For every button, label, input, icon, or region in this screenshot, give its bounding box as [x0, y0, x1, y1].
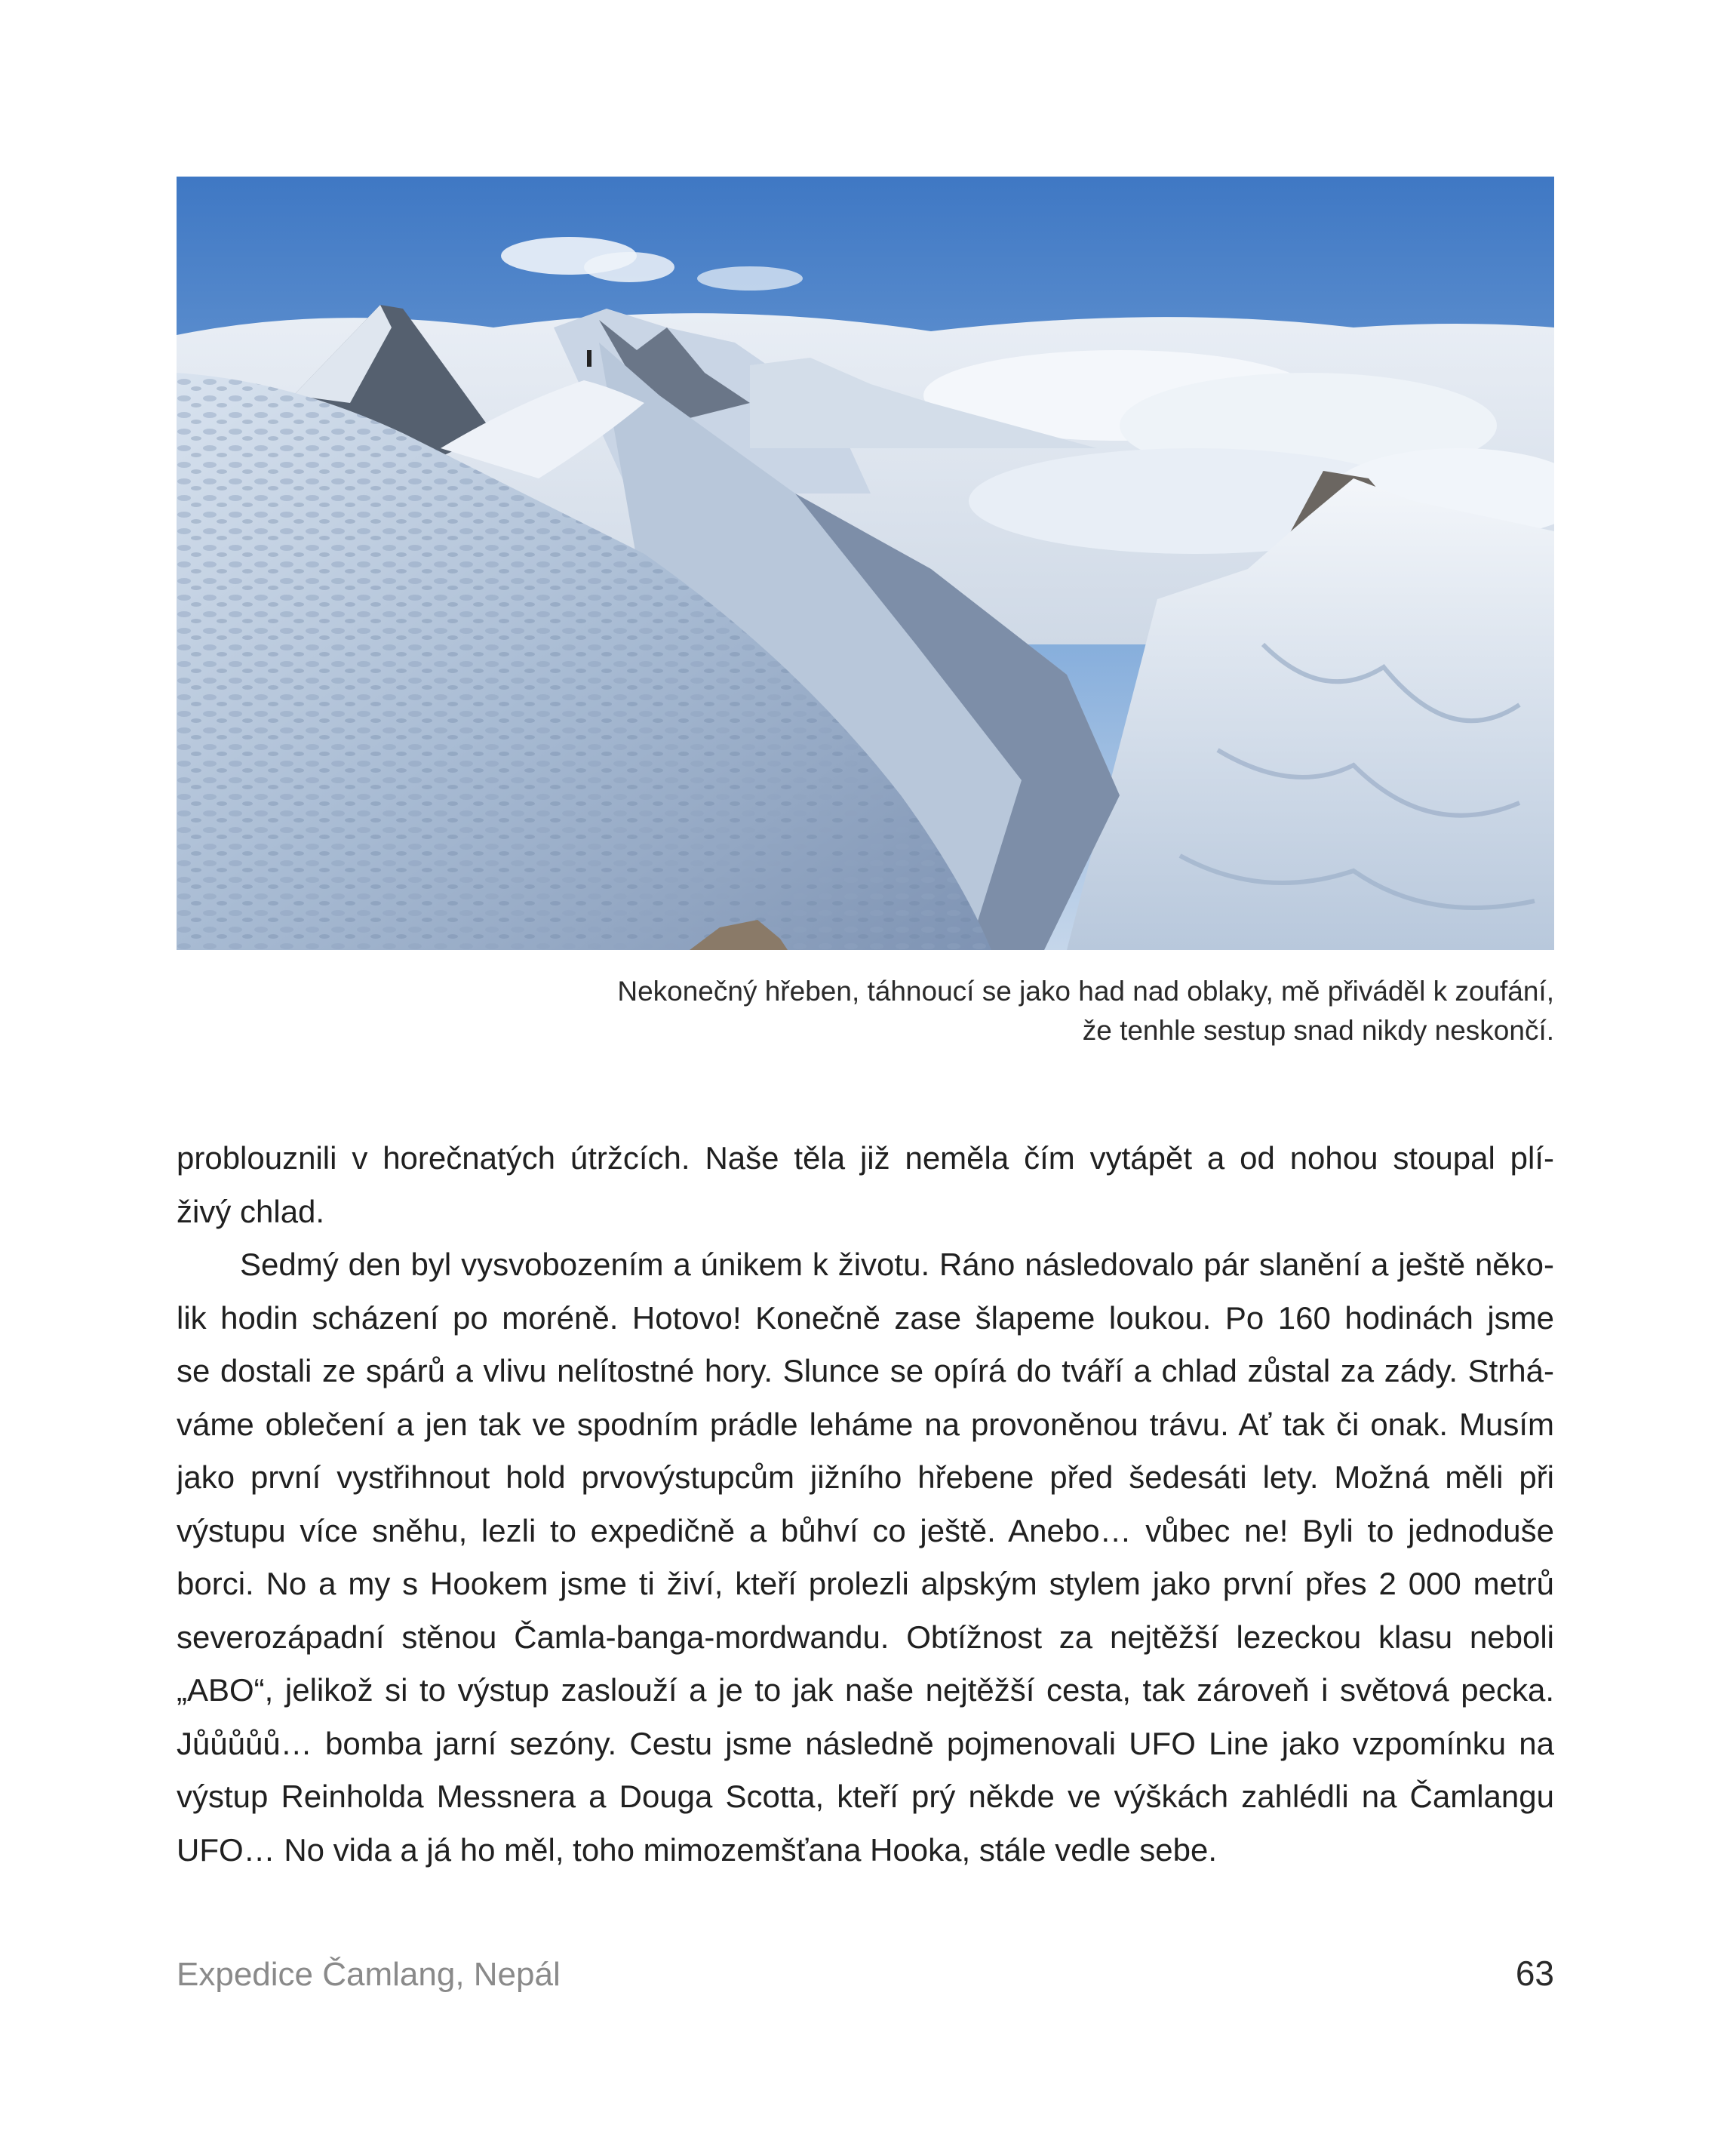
mountain-photo-illustration — [177, 177, 1554, 950]
body-line: severozápadní stěnou Čamla-banga-mordwandu. Obtížnost za nejtěžší lezeckou klasu neboli — [177, 1619, 1554, 1655]
body-line: Sedmý den byl vysvobozením a únikem k životu. Ráno následovalo pár slanění a ještě něko- — [240, 1247, 1554, 1282]
page-number: 63 — [1515, 1954, 1554, 1993]
body-line: UFO… No vida a já ho měl, toho mimozemšťana Hooka, stále vedle sebe. — [177, 1831, 1218, 1868]
photo-caption — [347, 972, 1554, 1050]
body-line: „ABO“, jelikož si to výstup zaslouží a je to jak naše nejtěžší cesta, tak zároveň i světová pecka. — [177, 1672, 1554, 1708]
body-text — [177, 1132, 1554, 1877]
mountain-photo — [177, 177, 1554, 950]
body-line: výstupu více sněhu, lezli to expedičně a bůhví co ještě. Anebo… vůbec ne! Byli to jednoduše — [177, 1512, 1554, 1548]
body-line: problouznili v horečnatých útržcích. Naše těla již neměla čím vytápět a od nohou stoupal plí- — [177, 1140, 1554, 1176]
body-line: se dostali ze spárů a vlivu nelítostné hory. Slunce se opírá do tváří a chlad zůstal za zády. Strhá- — [177, 1353, 1554, 1388]
body-line: Jůůůůů… bomba jarní sezóny. Cestu jsme následně pojmenovali UFO Line jako vzpomínku na — [177, 1725, 1554, 1761]
body-line: váme oblečení a jen tak ve spodním prádle leháme na provoněnou trávu. Ať tak či onak. Musím — [177, 1406, 1554, 1442]
running-footer-title: Expedice Čamlang, Nepál — [177, 1956, 561, 1993]
body-line: lik hodin scházení po moréně. Hotovo! Konečně zase šlapeme loukou. Po 160 hodinách jsme — [177, 1299, 1554, 1336]
body-line: výstup Reinholda Messnera a Douga Scotta, kteří prý někde ve výškách zahlédli na Čamlangu — [177, 1779, 1554, 1814]
caption-line-1: Nekonečný hřeben, táhnoucí se jako had nad oblaky, mě přiváděl k zoufání, — [617, 976, 1554, 1007]
body-line: živý chlad. — [177, 1193, 325, 1229]
body-line: jako první vystřihnout hold prvovýstupcům jižního hřebene před šedesáti lety. Možná měli při — [177, 1459, 1554, 1495]
body-line: borci. No a my s Hookem jsme ti živí, kteří prolezli alpským stylem jako první přes 2 000 metrů — [177, 1566, 1554, 1601]
caption-line-2: že tenhle sestup snad nikdy neskončí. — [1082, 1015, 1554, 1046]
